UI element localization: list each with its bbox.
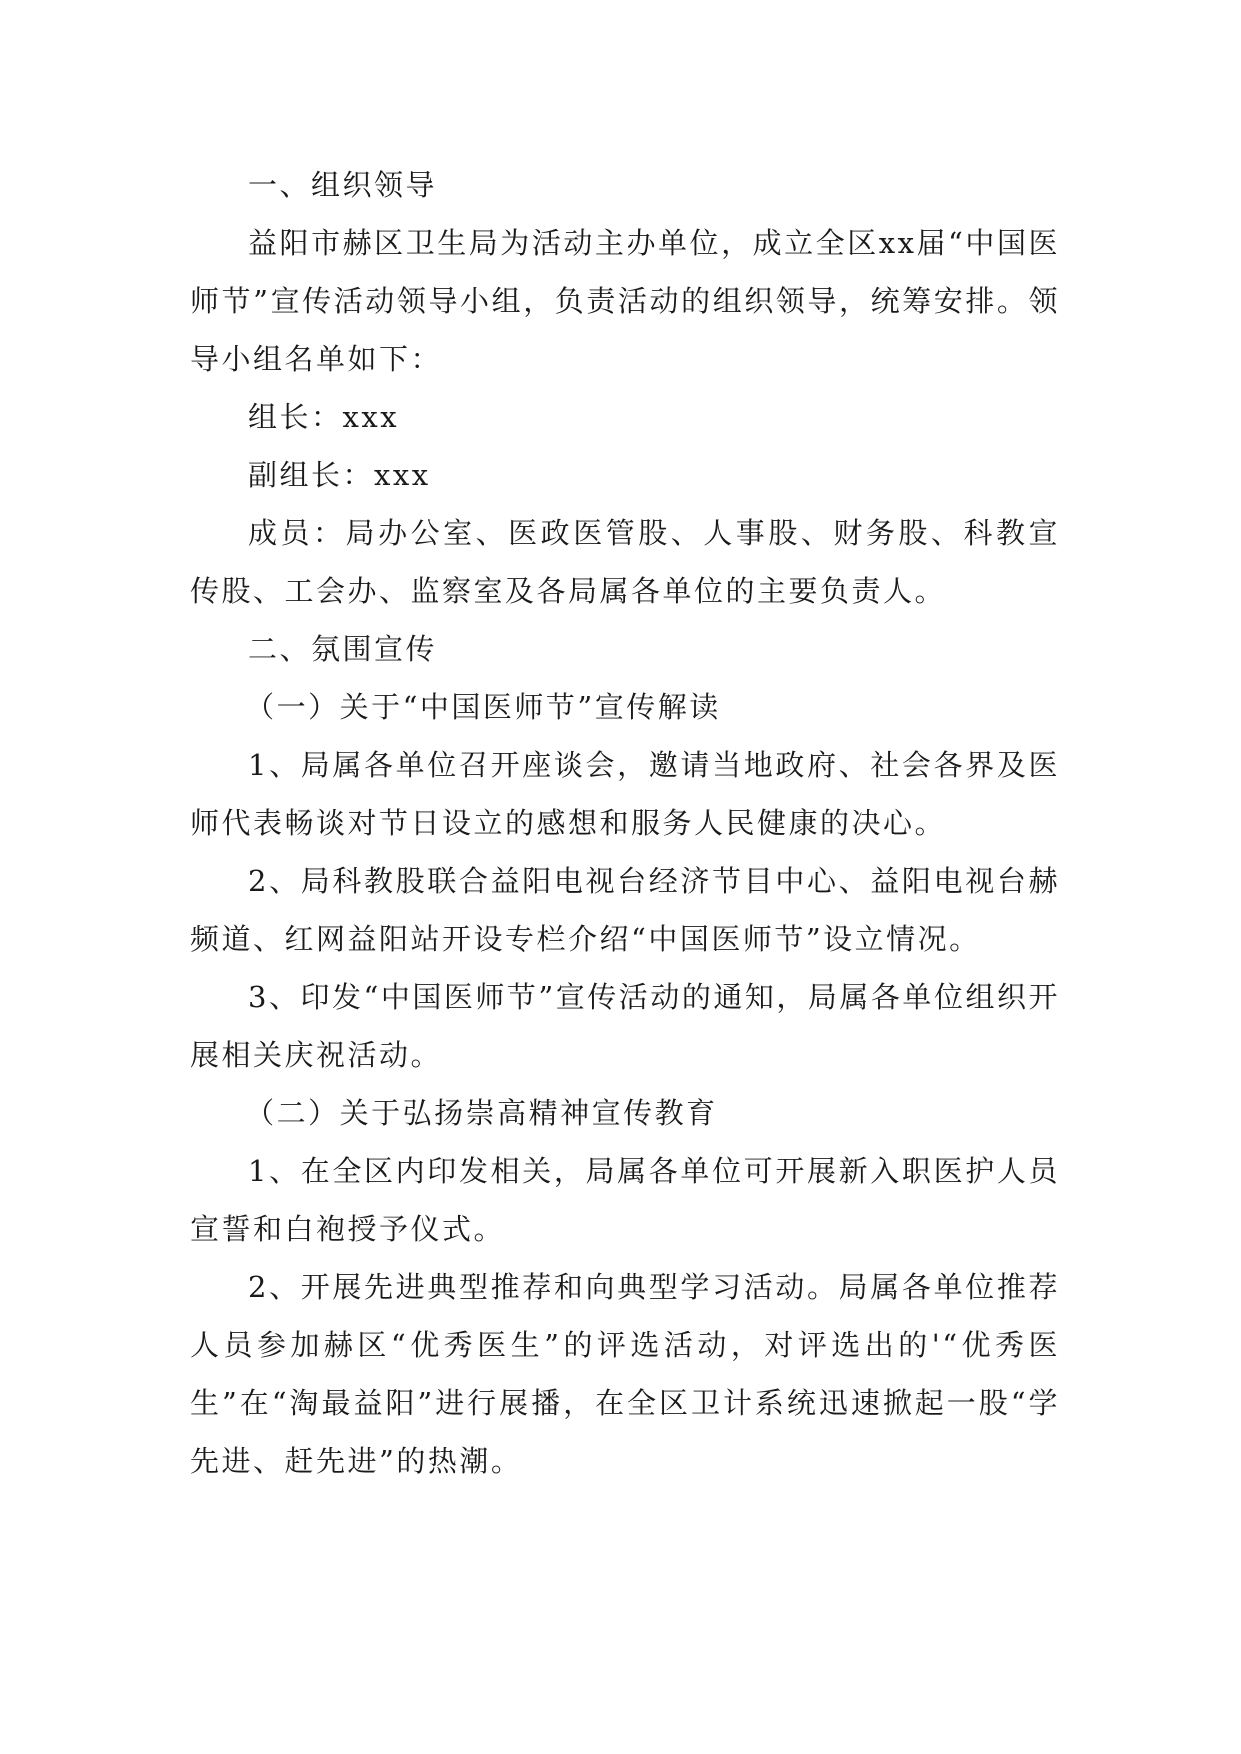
subsection-heading-2: （二）关于弘扬崇高精神宣传教育 (245, 1096, 718, 1130)
section-heading-organization: 一、组织领导 (248, 168, 438, 202)
paragraph-item-1-3: 3、印发“中国医师节”宣传活动的通知，局属各单位组织开展相关庆祝活动。 (190, 980, 1060, 1072)
paragraph-organizer: 益阳市赫区卫生局为活动主办单位，成立全区xx届“中国医师节”宣传活动领导小组，负责活动的组织领导，统筹安排。领导小组名单如下： (190, 226, 1060, 376)
paragraph-item-2-2: 2、开展先进典型推荐和向典型学习活动。局属各单位推荐人员参加赫区“优秀医生”的评选活动，对评选出的'“优秀医生”在“淘最益阳”进行展播，在全区卫计系统迅速掀起一股“学先进、赶先进”的热潮。 (190, 1270, 1060, 1478)
paragraph-item-1-1: 1、局属各单位召开座谈会，邀请当地政府、社会各界及医师代表畅谈对节日设立的感想和服务人民健康的决心。 (190, 748, 1060, 840)
section-heading-publicity: 二、氛围宣传 (248, 632, 438, 666)
paragraph-leader: 组长：xxx (248, 400, 400, 434)
paragraph-members: 成员：局办公室、医政医管股、人事股、财务股、科教宣传股、工会办、监察室及各局属各单位的主要负责人。 (190, 516, 1060, 608)
paragraph-item-1-2: 2、局科教股联合益阳电视台经济节目中心、益阳电视台赫频道、红网益阳站开设专栏介绍“中国医师节”设立情况。 (190, 864, 1060, 956)
document-body (190, 156, 1060, 1490)
paragraph-item-2-1: 1、在全区内印发相关，局属各单位可开展新入职医护人员宣誓和白袍授予仪式。 (190, 1154, 1060, 1246)
subsection-heading-1: （一）关于“中国医师节”宣传解读 (245, 690, 721, 724)
paragraph-deputy-leader: 副组长：xxx (248, 458, 431, 492)
